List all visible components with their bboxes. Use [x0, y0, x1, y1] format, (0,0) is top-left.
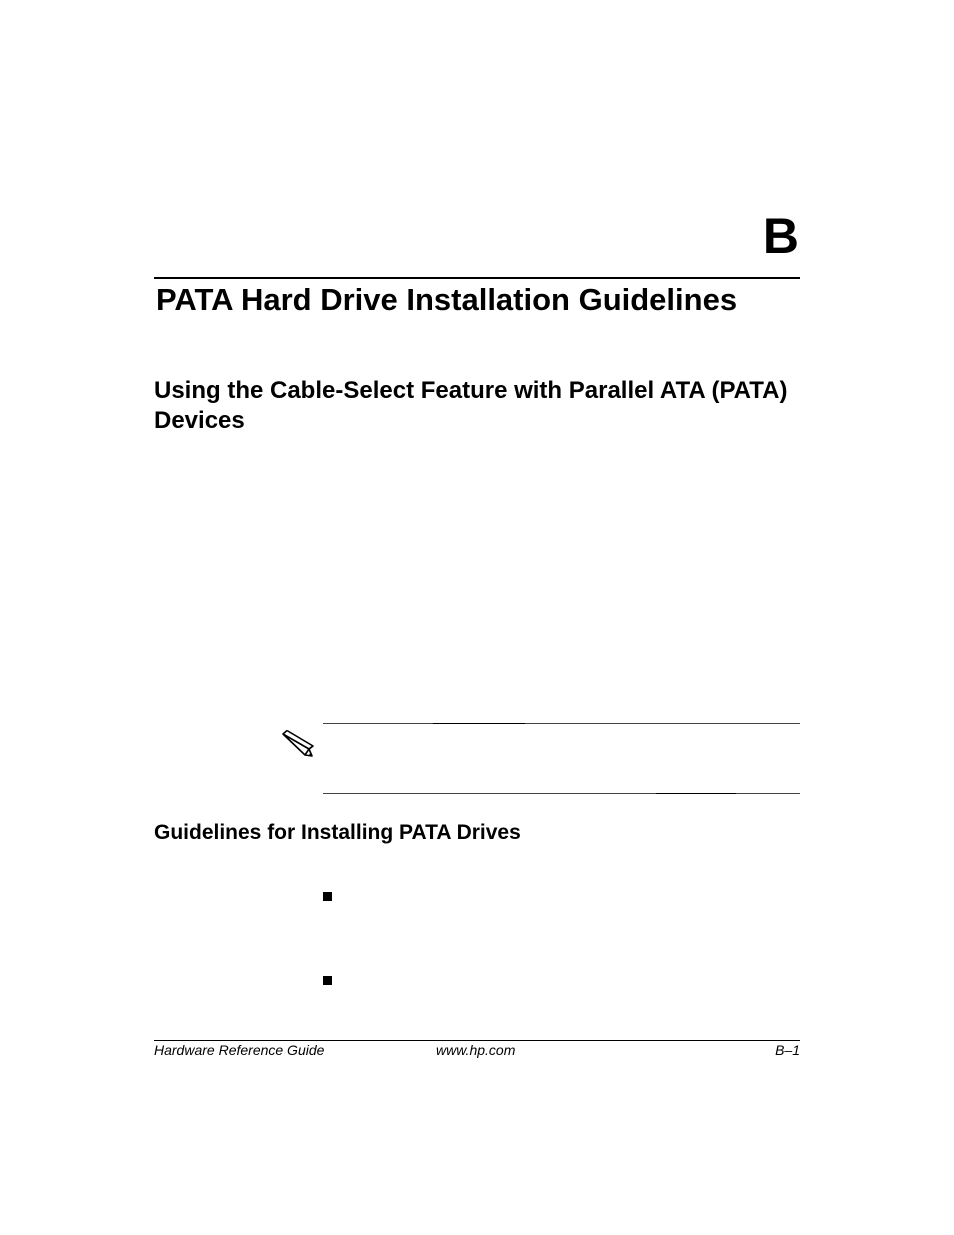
section-title: Using the Cable-Select Feature with Parallel ATA (PATA) Devices: [154, 377, 788, 434]
subsection-title: Guidelines for Installing PATA Drives: [154, 821, 521, 844]
footer-guide-title: Hardware Reference Guide: [154, 1042, 325, 1058]
note-bottom-rule: [323, 793, 800, 794]
bullet-marker: [323, 976, 332, 985]
footer-page-number: B–1: [775, 1042, 800, 1058]
title-rule: [154, 277, 800, 279]
bullet-marker: [323, 892, 332, 901]
note-top-rule: [323, 723, 800, 724]
pencil-note-icon: [279, 729, 315, 759]
chapter-title: PATA Hard Drive Installation Guidelines: [156, 282, 738, 317]
footer-website: www.hp.com: [436, 1042, 516, 1058]
appendix-letter: B: [762, 208, 799, 264]
